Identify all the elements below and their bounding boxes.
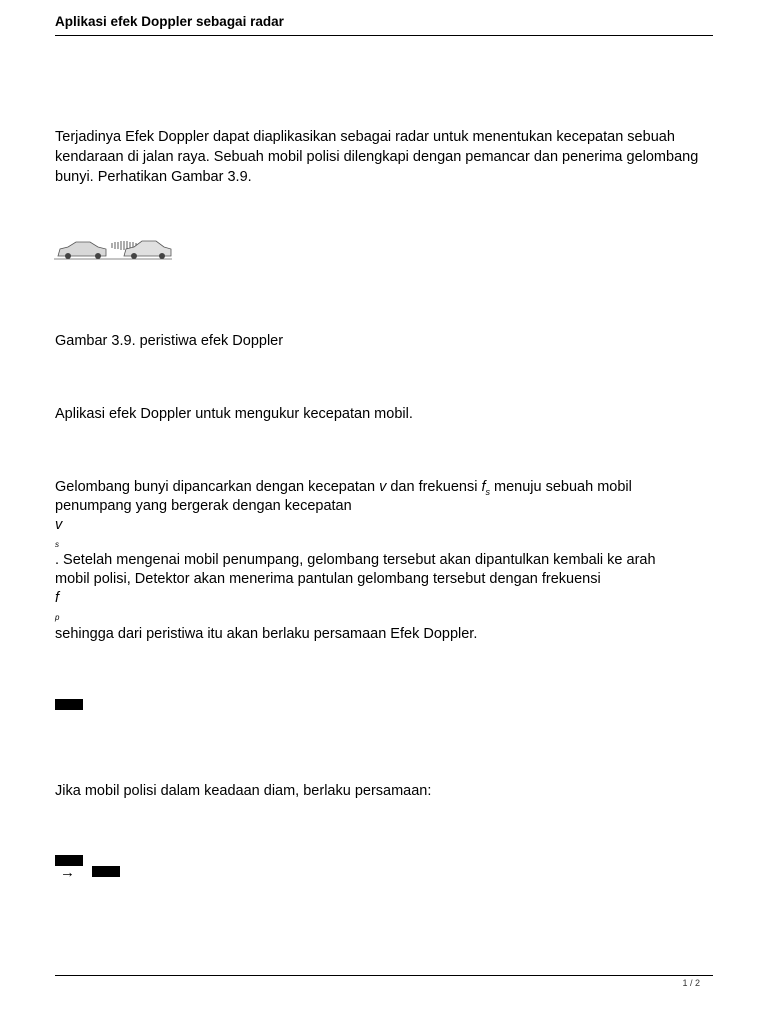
equation-placeholder-1 — [55, 699, 83, 710]
p2-text-a: Gelombang bunyi dipancarkan dengan kecepatan — [55, 479, 380, 495]
header-rule — [55, 35, 713, 36]
doppler-cars-figure — [54, 236, 174, 262]
paragraph-3: Jika mobil polisi dalam keadaan diam, berlaku persamaan: — [55, 783, 432, 799]
paragraph-2-line-5: sehingga dari peristiwa itu akan berlaku persamaan Efek Doppler. — [55, 626, 478, 642]
arrow-symbol: → — [60, 864, 75, 881]
page-header-title: Aplikasi efek Doppler sebagai radar — [55, 14, 284, 29]
paragraph-2-line-2: penumpang yang bergerak dengan kecepatan — [55, 498, 352, 514]
page-number: 1 / 2 — [682, 978, 700, 988]
p2-text-c: menuju sebuah mobil — [489, 479, 632, 495]
symbol-f: f — [481, 479, 486, 495]
paragraph-2-line-4: mobil polisi, Detektor akan menerima pantulan gelombang tersebut dengan frekuensi — [55, 571, 601, 587]
symbol-p-standalone: p — [55, 613, 60, 622]
intro-paragraph: Terjadinya Efek Doppler dapat diaplikasikan sebagai radar untuk menentukan kecepatan sebuah kendaraan di jalan raya. Sebuah mobil polisi dilengkapi dengan pemancar dan penerima gelombang bunyi. Perhatikan Gambar 3.9. — [55, 129, 699, 185]
paragraph-2-line-3: . Setelah mengenai mobil penumpang, gelombang tersebut akan dipantulkan kembali ke arah — [55, 552, 656, 568]
symbol-v: v — [379, 479, 387, 495]
subheading: Aplikasi efek Doppler untuk mengukur kecepatan mobil. — [55, 406, 413, 422]
symbol-f-standalone: f — [55, 590, 60, 606]
equation-placeholder-3 — [92, 866, 120, 877]
symbol-v-standalone: v — [55, 517, 63, 533]
symbol-s-standalone: s — [55, 540, 59, 549]
p2-text-b: dan frekuensi — [386, 479, 482, 495]
footer-rule — [55, 975, 713, 976]
figure-caption: Gambar 3.9. peristiwa efek Doppler — [55, 333, 284, 349]
symbol-s-subscript: s — [485, 486, 490, 497]
